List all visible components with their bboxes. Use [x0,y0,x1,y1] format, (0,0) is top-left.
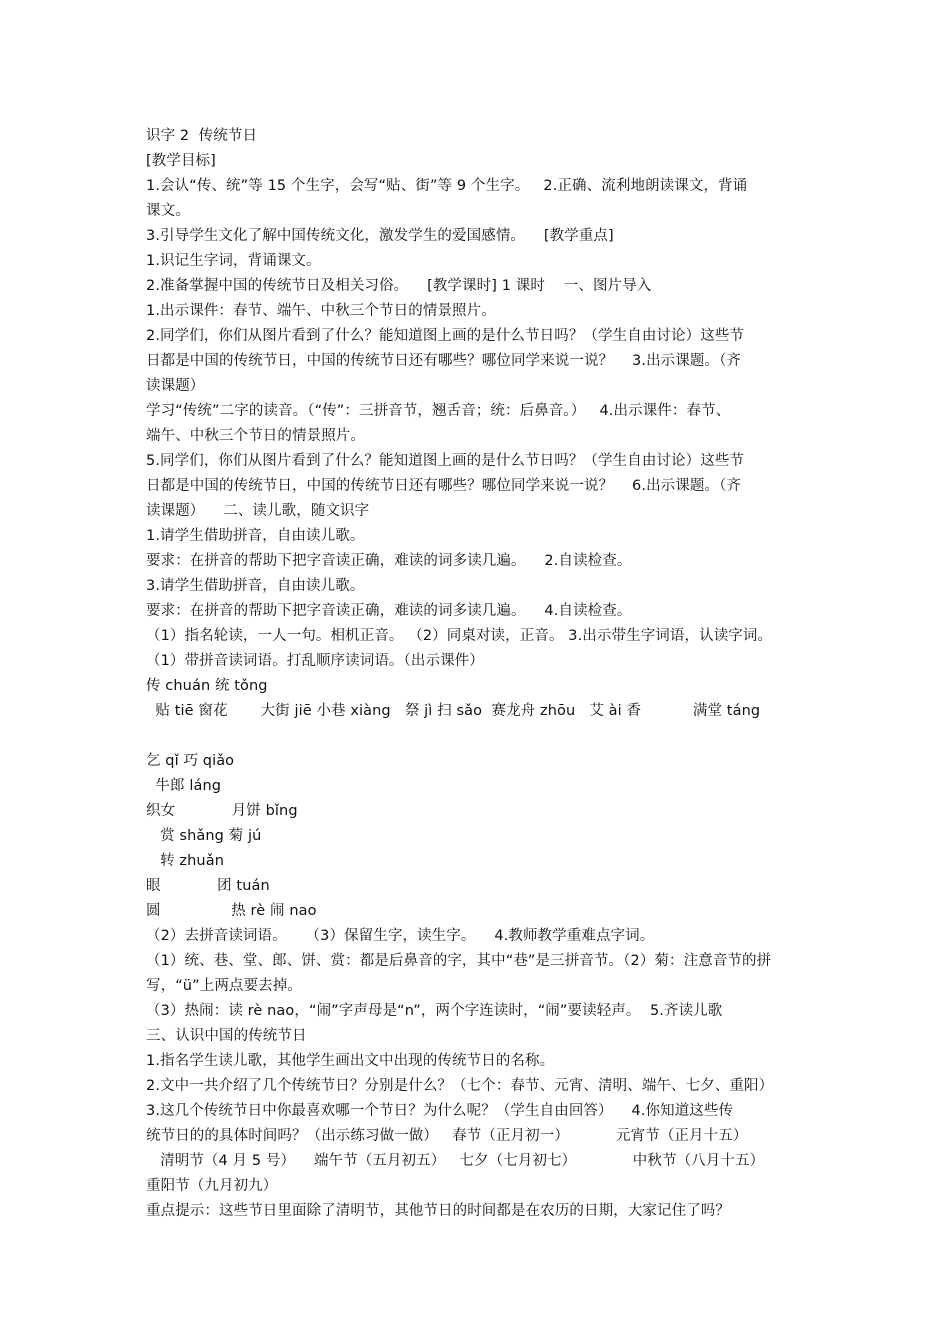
text-line: 1.出示课件：春节、端午、中秋三个节日的情景照片。 [146,303,496,319]
text-line: 5.同学们，你们从图片看到了什么？能知道图上画的是什么节日吗？（学生自由讨论）这些节 [146,453,745,469]
vocab-line: 织女 月饼 bǐng [146,803,298,819]
vocab-line: 乞 qǐ 巧 qiǎo [146,753,235,769]
text-line: 重阳节（九月初九） [146,1178,278,1194]
text-line: 课文。 [146,203,190,219]
text-line: 1.指名学生读儿歌，其他学生画出文中出现的传统节日的名称。 [146,1053,555,1069]
vocab-line: 传 chuán 统 tǒng [146,678,268,694]
vocab-line: 圆 热 rè 闹 nao [146,903,317,919]
text-line: 日都是中国的传统节日，中国的传统节日还有哪些？哪位同学来说一说？ 3.出示课题。（齐 [146,353,742,369]
text-line: 日都是中国的传统节日，中国的传统节日还有哪些？哪位同学来说一说？ 6.出示课题。（齐 [146,478,742,494]
text-line: 读课题） 二、读儿歌，随文识字 [146,503,370,519]
vocab-line: 眼 团 tuán [146,878,270,894]
vocab-line: 贴 tiē 窗花 大街 jiē 小巷 xiàng 祭 jì 扫 sǎo 赛龙舟 zhōu 艾 ài 香 满堂 táng [146,703,761,719]
text-line: （2）去拼音读词语。 （3）保留生字，读生字。 4.教师教学重难点字词。 [146,928,655,944]
text-line: 3.这几个传统节日中你最喜欢哪一个节日？为什么呢？（学生自由回答） 4.你知道这些传 [146,1103,734,1119]
text-line: 1.识记生字词，背诵课文。 [146,253,321,269]
text-line: 2.同学们，你们从图片看到了什么？能知道图上画的是什么节日吗？（学生自由讨论）这些节 [146,328,745,344]
text-line: 1.请学生借助拼音，自由读儿歌。 [146,528,365,544]
text-line: 3.引导学生文化了解中国传统文化，激发学生的爱国感情。 [教学重点] [146,228,614,244]
text-line: 统节日的的具体时间吗？（出示练习做一做） 春节（正月初一） 元宵节（正月十五） [146,1128,748,1144]
vocab-line: 转 zhuǎn [146,853,225,869]
blank-line [146,724,826,749]
text-line: 端午、中秋三个节日的情景照片。 [146,428,365,444]
text-line: 学习“传统”二字的读音。（“传”：三拼音节，翘舌音；统：后鼻音。） 4.出示课件：春节、 [146,403,731,419]
text-line: 要求：在拼音的帮助下把字音读正确，难读的词多读几遍。 4.自读检查。 [146,603,632,619]
text-line: （3）热闹：读 rè nao，“闹”字声母是“n”，两个字连读时，“闹”要读轻声。 5.齐读儿歌 [146,1003,723,1019]
lesson-title: 识字 2 传统节日 [146,128,258,144]
text-line: 写，“ü”上两点要去掉。 [146,978,302,994]
teaching-goals-heading: [教学目标] [146,153,216,169]
text-line: 2.文中一共介绍了几个传统节日？分别是什么？（七个：春节、元宵、清明、端午、七夕、重阳） [146,1078,774,1094]
document-body [146,124,826,1224]
text-line: （1）指名轮读，一人一句。相机正音。 （2）同桌对读，正音。 3.出示带生字词语，认读字词。 [146,628,773,644]
text-line: 重点提示：这些节日里面除了清明节，其他节日的时间都是在农历的日期，大家记住了吗？ [146,1203,730,1219]
text-line: 读课题） [146,378,205,394]
vocab-line: 牛郎 láng [146,778,222,794]
text-line: 要求：在拼音的帮助下把字音读正确，难读的词多读几遍。 2.自读检查。 [146,553,632,569]
text-line: 2.准备掌握中国的传统节日及相关习俗。 [教学课时] 1 课时 一、图片导入 [146,278,652,294]
text-line: 清明节（4 月 5 号） 端午节（五月初五） 七夕（七月初七） 中秋节（八月十五） [146,1153,765,1169]
section-heading: 三、认识中国的传统节日 [146,1028,307,1044]
text-line: 3.请学生借助拼音，自由读儿歌。 [146,578,365,594]
text-line: （1）统、巷、堂、郎、饼、赏：都是后鼻音的字，其中“巷”是三拼音节。（2）菊：注意音节的拼 [146,953,772,969]
text-line: （1）带拼音读词语。打乱顺序读词语。（出示课件） [146,653,484,669]
vocab-line: 赏 shǎng 菊 jú [146,828,262,844]
text-line: 1.会认“传、统”等 15 个生字，会写“贴、街”等 9 个生字。 2.正确、流利地朗读课文，背诵 [146,178,748,194]
